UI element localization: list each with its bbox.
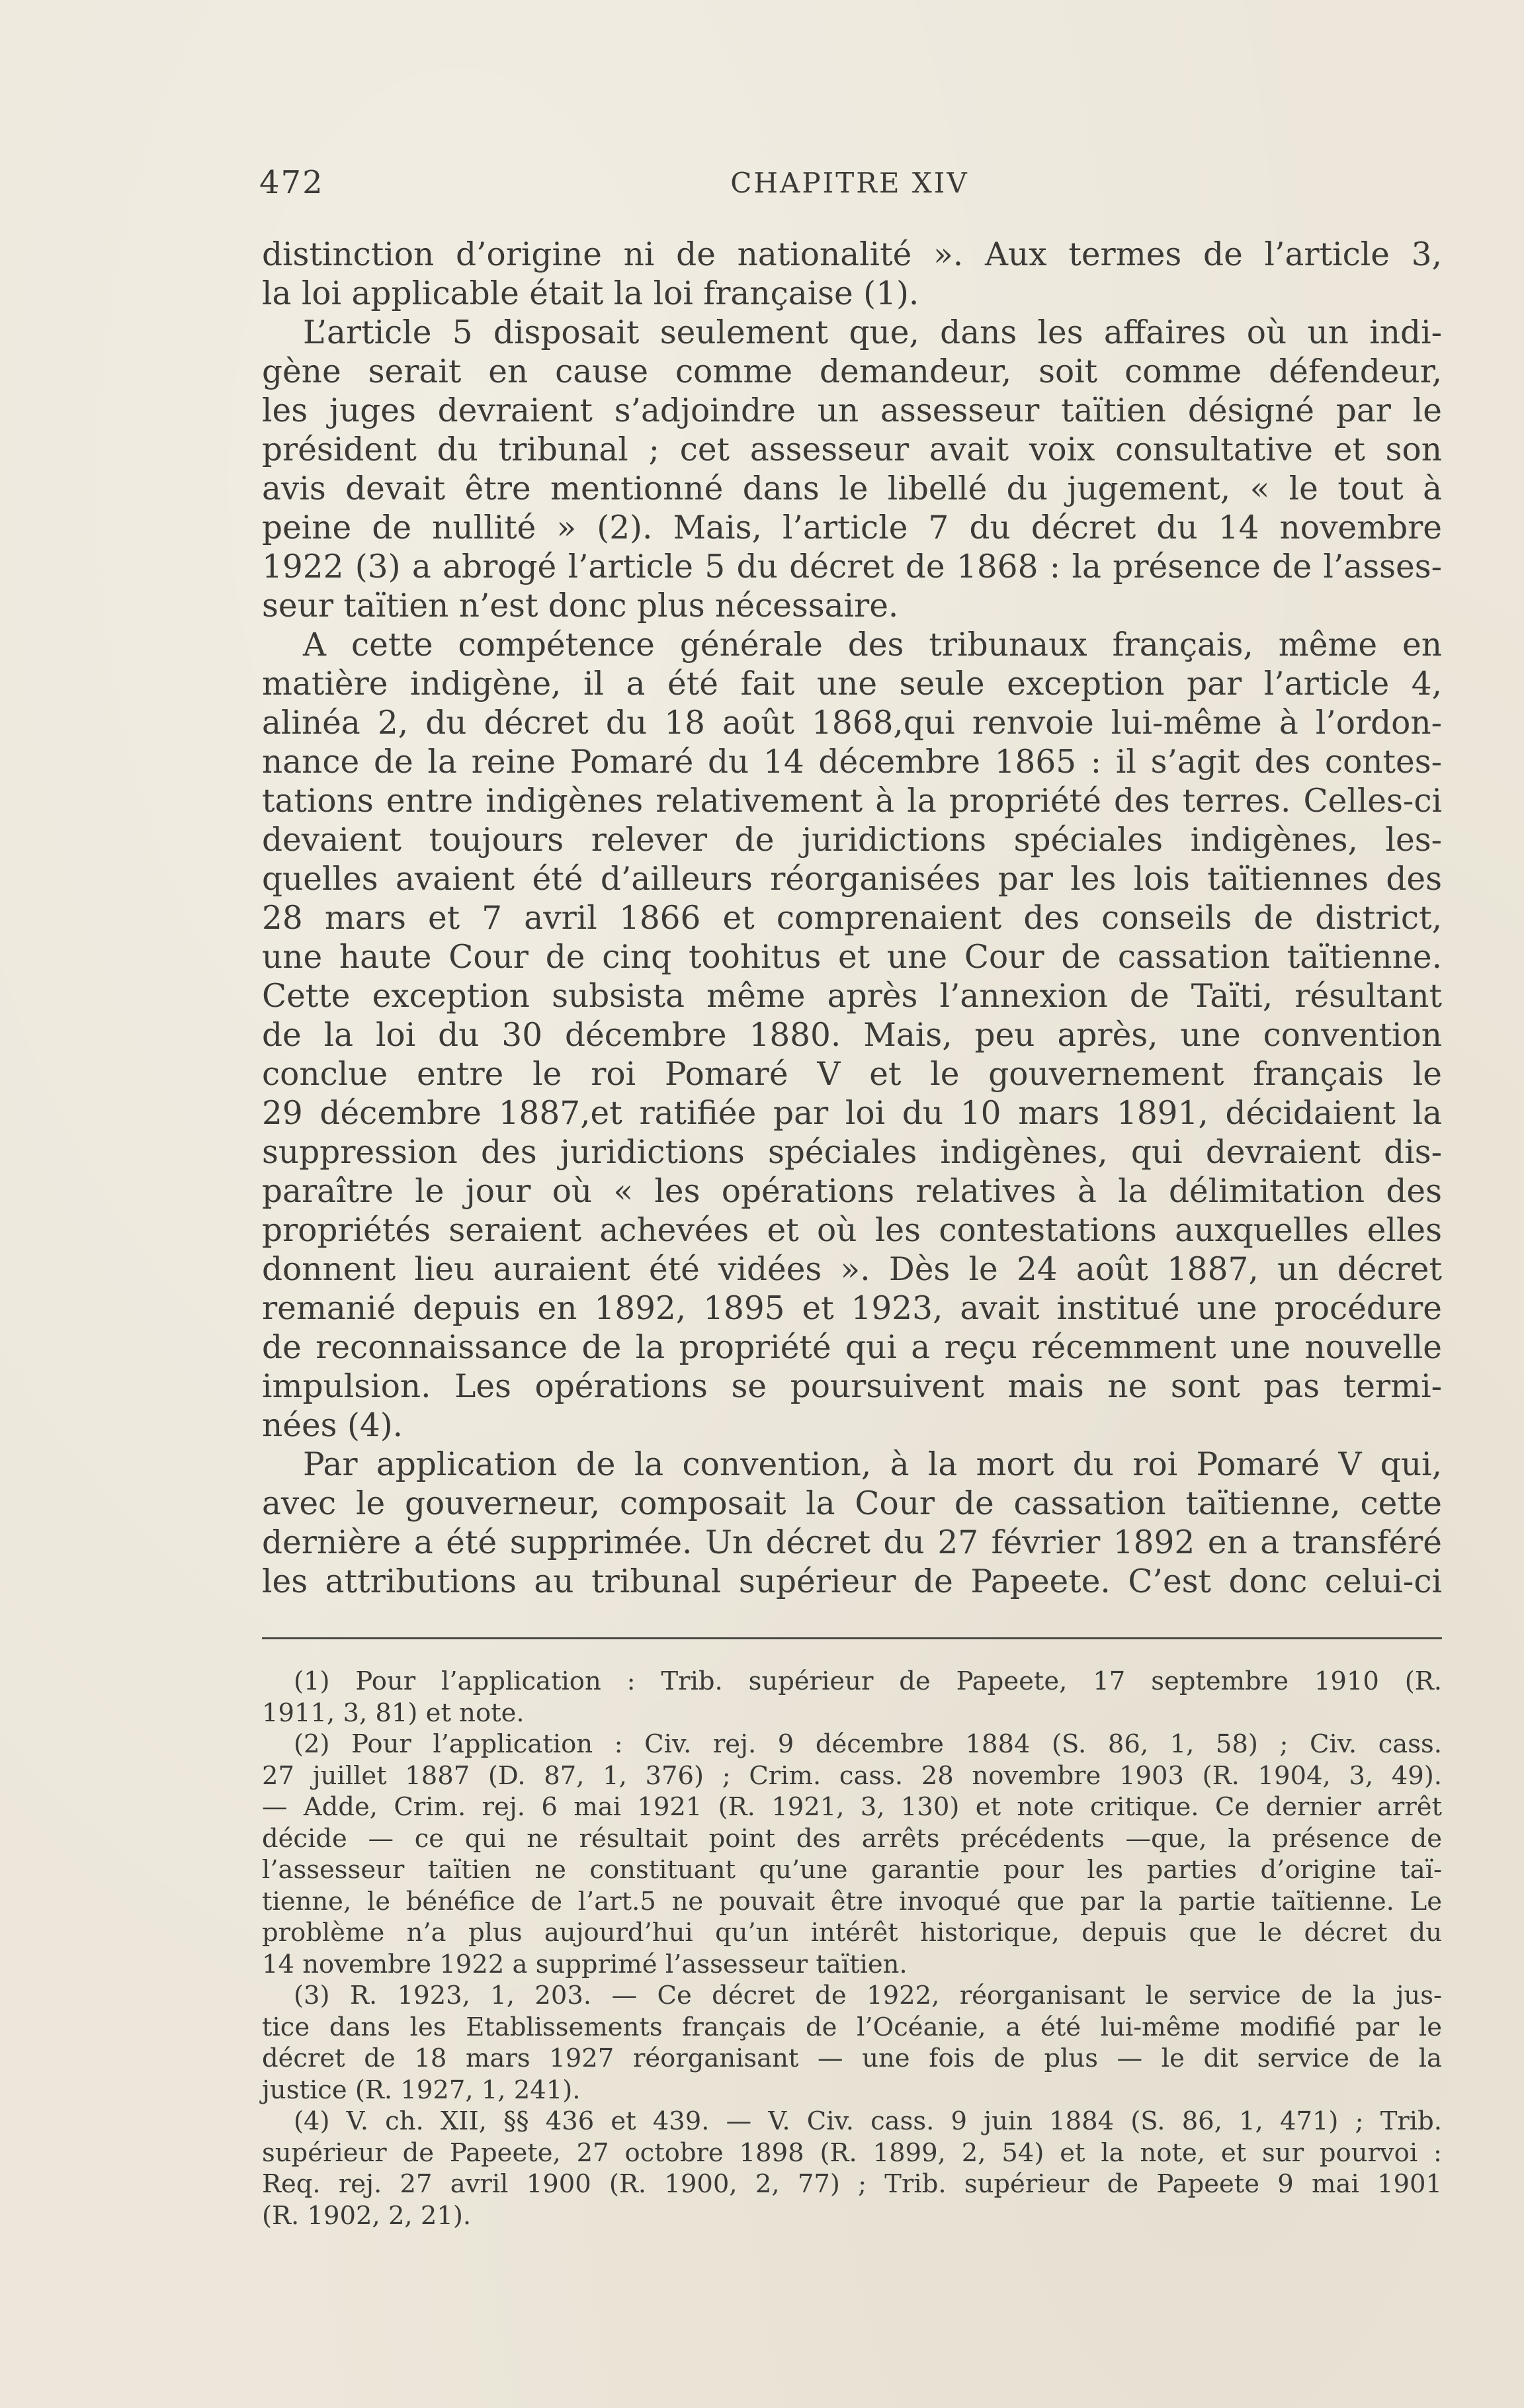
footnote-line: décide — ce qui ne résultait point des arrêts précédents —que, la présence de [262, 1823, 1442, 1854]
footnote-line: l’assesseur taïtien ne constituant qu’une garantie pour les parties d’origine taï- [262, 1855, 1442, 1885]
body-line: 29 décembre 1887,et ratifiée par loi du 10 mars 1891, décidaient la [262, 1095, 1442, 1132]
body-line: de reconnaissance de la propriété qui a reçu récemment une nouvelle [262, 1329, 1442, 1366]
running-head [259, 164, 1440, 204]
body-line: avis devait être mentionné dans le libellé du jugement, « le tout à [262, 470, 1442, 507]
footnote-line: (3) R. 1923, 1, 203. — Ce décret de 1922, réorganisant le service de la jus- [294, 1981, 1442, 2010]
footnote-line: — Adde, Crim. rej. 6 mai 1921 (R. 1921, 3, 130) et note critique. Ce dernier arrêt [262, 1792, 1442, 1822]
body-line: peine de nullité » (2). Mais, l’article 7 du décret du 14 novembre [262, 509, 1442, 546]
body-line: distinction d’origine ni de nationalité ». Aux termes de l’article 3, [262, 236, 1442, 273]
body-line: A cette compétence générale des tribunaux français, même en [303, 626, 1442, 664]
body-line: président du tribunal ; cet assesseur avait voix consultative et son [262, 431, 1442, 468]
body-line: Cette exception subsista même après l’annexion de Taïti, résultant [262, 978, 1442, 1015]
footnote-line: 14 novembre 1922 a supprimé l’assesseur taïtien. [262, 1949, 908, 1979]
body-line: conclue entre le roi Pomaré V et le gouvernement français le [262, 1056, 1442, 1093]
footnote-line: (1) Pour l’application : Trib. supérieur de Papeete, 17 septembre 1910 (R. [294, 1666, 1442, 1696]
body-line: 28 mars et 7 avril 1866 et comprenaient des conseils de district, [262, 900, 1442, 937]
footnotes [262, 1666, 1442, 2231]
footnote-line: décret de 18 mars 1927 réorganisant — une fois de plus — le dit service de la [262, 2043, 1442, 2073]
chapter-title: CHAPITRE XIV [730, 167, 969, 199]
page-number: 472 [259, 164, 324, 201]
body-line: alinéa 2, du décret du 18 août 1868,qui renvoie lui-même à l’ordon- [262, 705, 1442, 742]
body-line: la loi applicable était la loi française (1). [262, 275, 919, 312]
body-line: L’article 5 disposait seulement que, dans les affaires où un indi- [303, 314, 1442, 351]
body-line: impulsion. Les opérations se poursuivent mais ne sont pas termi- [262, 1368, 1442, 1405]
footnote-line: (4) V. ch. XII, §§ 436 et 439. — V. Civ. cass. 9 juin 1884 (S. 86, 1, 471) ; Trib. [294, 2106, 1442, 2136]
body-line: Par application de la convention, à la mort du roi Pomaré V qui, [303, 1446, 1442, 1483]
body-line: seur taïtien n’est donc plus nécessaire. [262, 587, 899, 624]
body-line: gène serait en cause comme demandeur, soit comme défendeur, [262, 353, 1442, 390]
footnote-line: supérieur de Papeete, 27 octobre 1898 (R. 1899, 2, 54) et la note, et sur pourvoi : [262, 2137, 1442, 2168]
footnote-line: justice (R. 1927, 1, 241). [262, 2075, 581, 2105]
body-line: remanié depuis en 1892, 1895 et 1923, avait institué une procédure [262, 1290, 1442, 1327]
body-line: suppression des juridictions spéciales indigènes, qui devraient dis- [262, 1134, 1442, 1171]
body-line: donnent lieu auraient été vidées ». Dès le 24 août 1887, un décret [262, 1251, 1442, 1288]
body-line: tations entre indigènes relativement à la propriété des terres. Celles-ci [262, 783, 1442, 820]
body-line: quelles avaient été d’ailleurs réorganisées par les lois taïtiennes des [262, 861, 1442, 898]
body-text [262, 236, 1442, 1602]
body-line: dernière a été supprimée. Un décret du 27 février 1892 en a transféré [262, 1524, 1442, 1561]
footnote-line: 27 juillet 1887 (D. 87, 1, 376) ; Crim. cass. 28 novembre 1903 (R. 1904, 3, 49). [262, 1760, 1442, 1791]
body-line: de la loi du 30 décembre 1880. Mais, peu après, une convention [262, 1017, 1442, 1054]
footnote-divider [262, 1637, 1442, 1639]
body-line: les attributions au tribunal supérieur de Papeete. C’est donc celui-ci [262, 1563, 1442, 1600]
body-line: les juges devraient s’adjoindre un assesseur taïtien désigné par le [262, 392, 1442, 429]
footnote-line: tice dans les Etablissements français de l’Océanie, a été lui-même modifié par le [262, 2012, 1442, 2042]
footnote-line: problème n’a plus aujourd’hui qu’un intérêt historique, depuis que le décret du [262, 1918, 1442, 1948]
body-line: avec le gouverneur, composait la Cour de cassation taïtienne, cette [262, 1485, 1442, 1522]
body-line: paraître le jour où « les opérations relatives à la délimitation des [262, 1173, 1442, 1210]
footnote-line: (R. 1902, 2, 21). [262, 2200, 472, 2231]
body-line: une haute Cour de cinq toohitus et une Cour de cassation taïtienne. [262, 939, 1442, 976]
body-line: propriétés seraient achevées et où les contestations auxquelles elles [262, 1212, 1442, 1249]
body-line: 1922 (3) a abrogé l’article 5 du décret de 1868 : la présence de l’asses- [262, 548, 1442, 585]
footnote-line: tienne, le bénéfice de l’art.5 ne pouvait être invoqué que par la partie taïtienne. Le [262, 1886, 1442, 1916]
body-line: devaient toujours relever de juridictions spéciales indigènes, les- [262, 822, 1442, 859]
footnote-line: (2) Pour l’application : Civ. rej. 9 décembre 1884 (S. 86, 1, 58) ; Civ. cass. [294, 1729, 1442, 1759]
footnote-line: 1911, 3, 81) et note. [262, 1698, 525, 1728]
body-line: nées (4). [262, 1407, 403, 1444]
footnote-line: Req. rej. 27 avril 1900 (R. 1900, 2, 77) ; Trib. supérieur de Papeete 9 mai 1901 [262, 2169, 1442, 2199]
body-line: matière indigène, il a été fait une seule exception par l’article 4, [262, 666, 1442, 703]
body-line: nance de la reine Pomaré du 14 décembre 1865 : il s’agit des contes- [262, 744, 1442, 781]
